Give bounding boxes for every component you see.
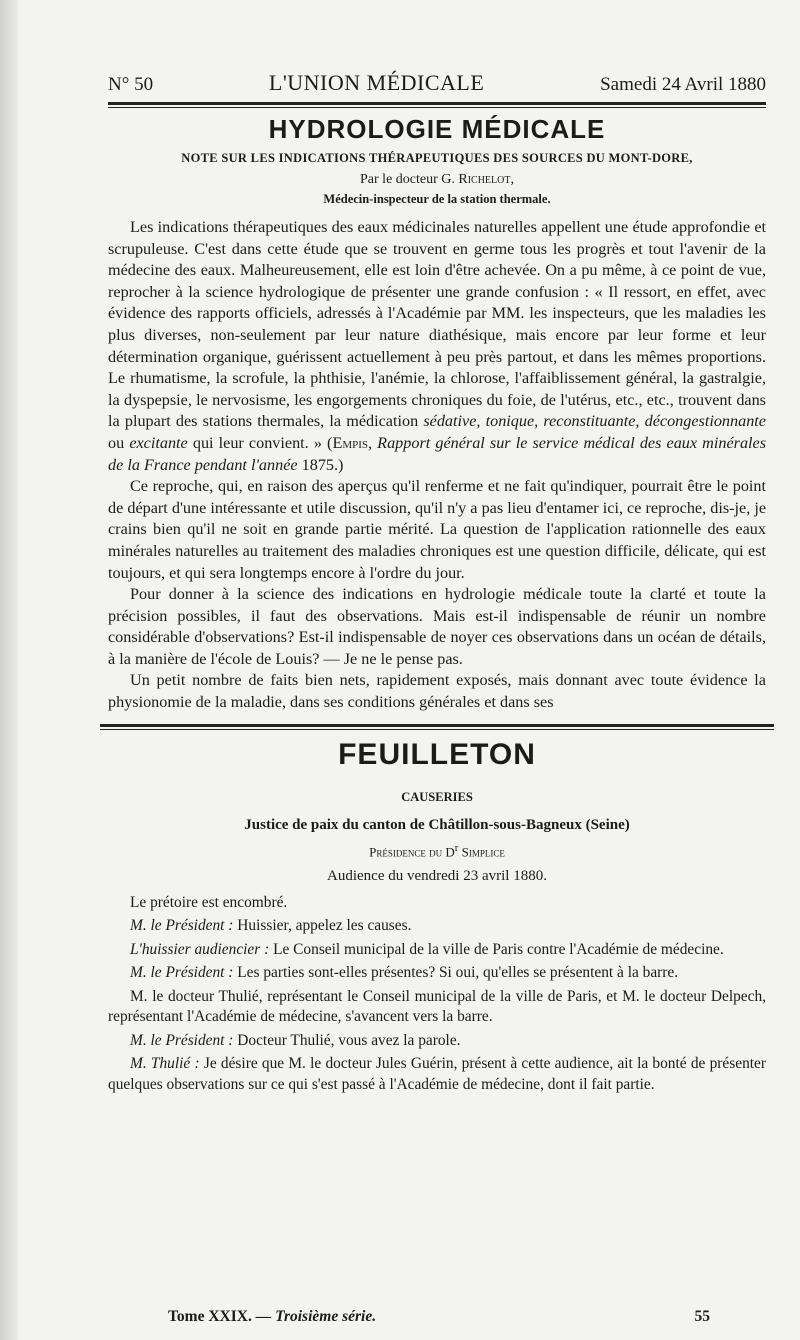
italic-terms: sédative, tonique, reconstituante, décongestionnante [423, 412, 766, 431]
presidence-line: Présidence du $D^r$ Simplice [369, 841, 505, 859]
dialogue-line [108, 1054, 766, 1095]
court-heading: Justice de paix du canton de Châtillon-sous-Bagneux (Seine) [244, 816, 630, 833]
dialogue-line [108, 893, 766, 914]
journal-title: L'UNION MÉDICALE [268, 70, 485, 95]
dialogue-line [108, 940, 766, 961]
speech-text: Je désire que M. le docteur Jules Guérin, présent à cette audience, ait la bonté de présenter quelques observations sur ce qui s'est passé à l'Académie de médecine, dont il fait partie. [108, 1055, 766, 1093]
article-paragraph-2: Ce reproche, qui, en raison des aperçus qu'il renferme et ne fait qu'indiquer, pourrait être le point de départ d'une intéressante et utile discussion, qu'il n'y a pas lieu d'entamer ici, ce reproche, dis-je, je crains bien qu'il ne soit en grande partie mérité. La question de l'application rationnelle des eaux minérales naturelles au traitement des maladies chroniques est une question difficile, délicate, qui est toujours, et qui sera longtemps encore à l'ordre du jour. [108, 477, 766, 582]
note-title: NOTE SUR LES INDICATIONS THÉRAPEUTIQUES DES SOURCES DU MONT-DORE, [181, 151, 693, 165]
speaker-label: L'huissier audiencier : [130, 940, 270, 958]
article-paragraph-4: Un petit nombre de faits bien nets, rapidement exposés, mais donnant avec toute évidence la physionomie de la maladie, dans ses conditions générales et dans ses [108, 671, 766, 712]
speaker-label: M. le Président : [130, 917, 234, 935]
issue-date: Samedi 24 Avril 1880 [600, 74, 766, 95]
author-name: Richelot, [458, 172, 514, 187]
speech-text: Docteur Thulié, vous avez la parole. [233, 1031, 461, 1049]
italic-excitante: excitante [129, 433, 188, 452]
issue-number: N° 50 [108, 74, 154, 95]
page-edge-shadow [0, 0, 18, 1340]
dialogue-line [108, 963, 766, 984]
byline-prefix: Par le docteur G. [360, 172, 455, 187]
dialogue-line [108, 1031, 766, 1052]
feuilleton-rule [100, 724, 774, 730]
speech-text: Le Conseil municipal de la ville de Paris contre l'Académie de médecine. [269, 940, 724, 958]
speech-text: M. le docteur Thulié, représentant le Conseil municipal de la ville de Paris, et M. le docteur Delpech, représentant l'Académie de médecine, s'avancent vers la barre. [108, 987, 766, 1026]
section-title: HYDROLOGIE MÉDICALE [268, 114, 606, 144]
cited-author: Empis, [332, 433, 373, 452]
speaker-label: M. le Président : [130, 964, 234, 982]
speaker-label: M. le Président : [130, 1031, 234, 1049]
header-rule [108, 102, 766, 108]
dialogue [108, 893, 766, 1096]
speech-text: Le prétoire est encombré. [130, 893, 288, 911]
causeries-heading: CAUSERIES [401, 789, 473, 804]
speech-text: Huissier, appelez les causes. [233, 917, 412, 935]
footer-volume: Tome XXIX. — Troisième série. [168, 1308, 377, 1325]
byline [108, 172, 766, 188]
speech-text: Les parties sont-elles présentes? Si oui, qu'elles se présentent à la barre. [233, 964, 679, 982]
dialogue-line [108, 987, 766, 1028]
speaker-label: M. Thulié : [130, 1055, 200, 1073]
page-number: 55 [694, 1308, 710, 1325]
audience-line: Audience du vendredi 23 avril 1880. [327, 867, 547, 884]
article-paragraph-1: Les indications thérapeutiques des eaux médicinales naturelles appellent une étude approfondie et scrupuleuse. C'est dans cette étude que se trouvent en germe tous les progrès et tout l'avenir de la médecine des eaux. Malheureusement, elle est loin d'être achevée. On a pu même, à ce point de vue, reprocher à la science hydrologique de présenter une grande confusion : « Il ressort, en effet, avec évidence des rapports officiels, adressés à l'Académie par MM. les inspecteurs, que les maladies les plus diverses, non-seulement par leur nature diathésique, mais encore par leur forme et leur détermination organique, guérissent actuellement à peu près partout, et dans les mêmes proportions. Le rhumatisme, la scrofule, la phthisie, l'anémie, la chlorose, l'affaiblissement général, la gastralgie, la dyspepsie, le nervosisme, les engorgements chroniques du foie, de l'utérus, etc., etc., trouvent dans la plupart des stations thermales, la médication sédative, tonique, reconstituante, décongestionnante ou excitante qui leur convient. » (Empis, Rapport général sur le service médical des eaux minérales de la France pendant l'année 1875.) [108, 218, 767, 474]
feuilleton-title: FEUILLETON [338, 737, 536, 771]
cited-report: Rapport général sur le service médical des eaux minérales de la France pendant l'année [108, 433, 767, 474]
author-affiliation: Médecin-inspecteur de la station thermale. [323, 192, 551, 206]
running-head [108, 70, 766, 98]
article-paragraph-3: Pour donner à la science des indications en hydrologie médicale toute la clarté et toute la précision possibles, il faut des observations. Mais est-il indispensable de réunir un nombre considérable d'observations? Est-il indispensable de noyer ces observations dans un océan de détails, à la manière de l'école de Louis? — Je ne le pense pas. [108, 585, 766, 668]
page-footer [168, 1308, 710, 1326]
dialogue-line [108, 916, 766, 937]
newspaper-page [108, 70, 766, 1098]
